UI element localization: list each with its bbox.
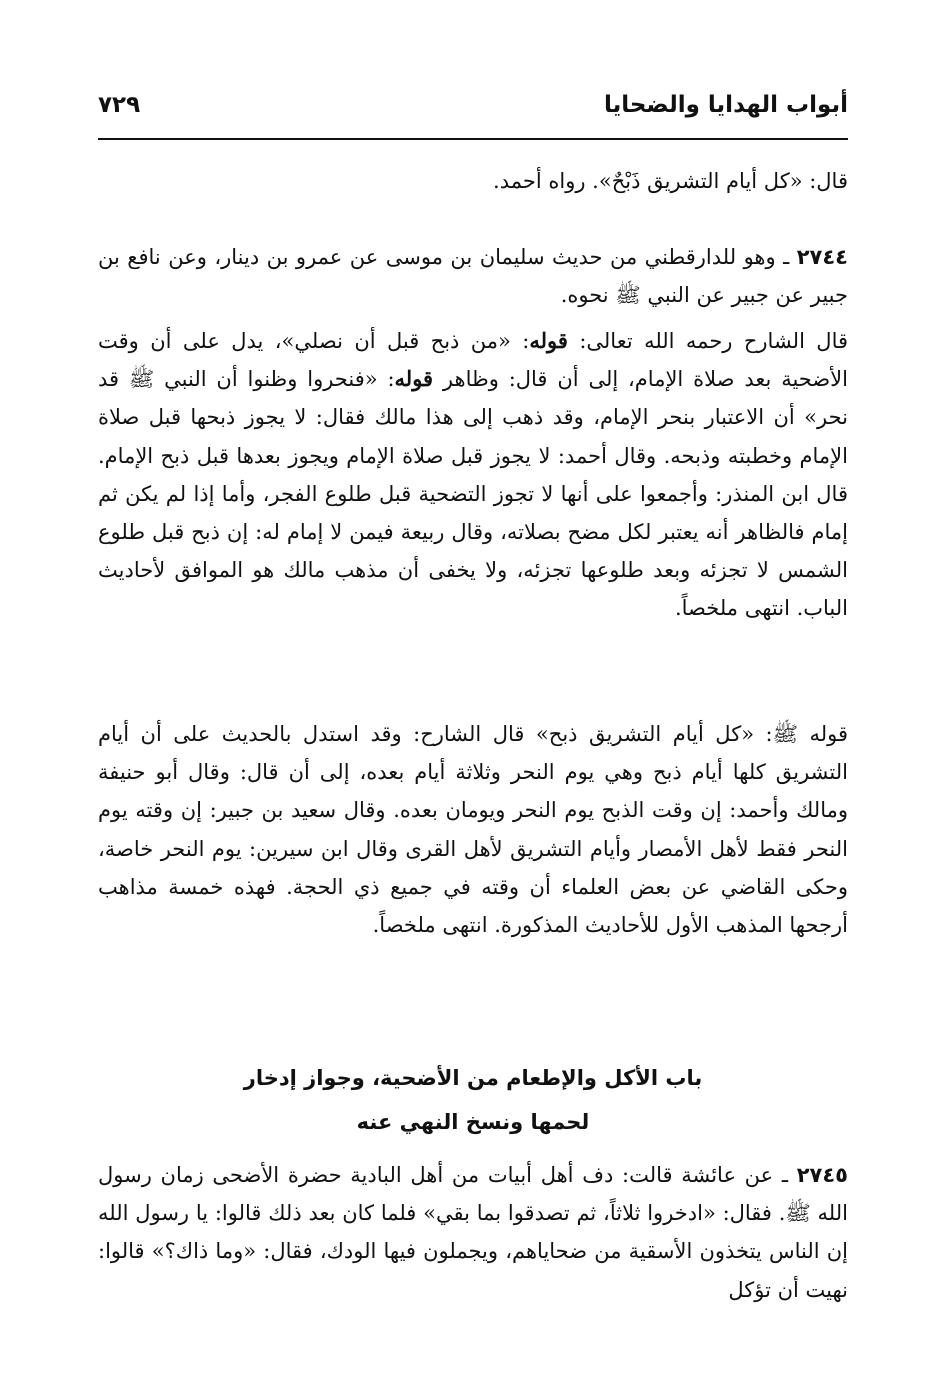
commentary-lead: قال الشارح رحمه الله تعالى: (567, 329, 849, 353)
commentary-mid: : «من ذبح قبل أن نصلي»، يدل على أن وقت الأضحية بعد صلاة الإمام، إلى أن قال: وظاهر (98, 329, 848, 392)
paragraph-hadith-2745 (98, 1156, 848, 1309)
page-header (98, 88, 848, 134)
header-divider (98, 138, 848, 140)
paragraph-text: قوله ﷺ: «كل أيام التشريق ذبح» قال الشارح: وقد استدل بالحديث على أن أيام التشريق كلها أيام ذبح وهي يوم النحر وثلاثة أيام بعده، إلى أن قال: وقال أبو حنيفة ومالك وأحمد: إن وقت الذبح يوم النحر ويومان بعده. وقال سعيد بن جبير: إن وقته يوم النحر فقط لأهل الأمصار وأيام التشريق لأهل القرى وقال ابن سيرين: يوم النحر خاصة، وحكى القاضي عن بعض العلماء أن وقته في جميع ذي الحجة. فهذه خمسة مذاهب أرجحها المذهب الأول للأحاديث المذكورة. انتهى ملخصاً. (98, 722, 848, 938)
chapter-heading-line-1: باب الأكل والإطعام من الأضحية، وجواز إدخار (243, 1066, 703, 1090)
running-title: أبواب الهدايا والضحايا (603, 92, 848, 118)
hadith-text: ـ عن عائشة قالت: دف أهل أبيات من أهل البادية حضرة الأضحى زمان رسول الله ﷺ. فقال: «ادخروا ثلاثاً، ثم تصدقوا بما بقي» فلما كان بعد ذلك قالوا: يا رسول الله إن الناس يتخذون الأسقية من ضحاياهم، ويجملون فيها الودك، فقال: «وما ذاك؟» قالوا: نهيت أن تؤكل (98, 1163, 848, 1302)
book-page (98, 0, 848, 1392)
keyword-qawluh-2: قوله (394, 366, 434, 392)
hadith-text: ـ وهو للدارقطني من حديث سليمان بن موسى عن عمرو بن دينار، وعن نافع بن جبير عن جبير عن النبي ﷺ نحوه. (98, 245, 848, 308)
hadith-number: ٢٧٤٥ (796, 1163, 848, 1187)
keyword-qawluh-1: قوله (529, 328, 568, 353)
paragraph-hadith-2744 (98, 238, 848, 314)
hadith-number: ٢٧٤٤ (796, 245, 848, 269)
page-number: ٧٢٩ (98, 92, 141, 118)
paragraph-commentary-1 (98, 322, 848, 628)
paragraph-text: قال: «كل أيام التشريق ذَبْحٌ». رواه أحمد. (493, 169, 848, 193)
chapter-heading-line-2: لحمها ونسخ النهي عنه (356, 1110, 590, 1134)
commentary-rest: : «فنحروا وظنوا أن النبي ﷺ قد نحر» أن الاعتبار بنحر الإمام، وقد ذهب إلى هذا مالك فقال: لا يجوز ذبحها قبل صلاة الإمام وخطبته وذبحه. وقال أحمد: لا يجوز قبل صلاة الإمام ويجوز بعدها قبل ذبح الإمام. قال ابن المنذر: وأجمعوا على أنها لا تجوز التضحية قبل طلوع الفجر، وأما إذا لم يكن ثم إمام فالظاهر أنه يعتبر لكل مضح بصلاته، وقال ربيعة فيمن لا إمام له: إن ذبح قبل طلوع الشمس لا تجزئه وبعد طلوعها تجزئه، ولا يخفى أن مذهب مالك هو الموافق لأحاديث الباب. انتهى ملخصاً. (98, 367, 848, 621)
paragraph-hadith-quote (98, 162, 848, 200)
paragraph-commentary-2 (98, 715, 848, 944)
